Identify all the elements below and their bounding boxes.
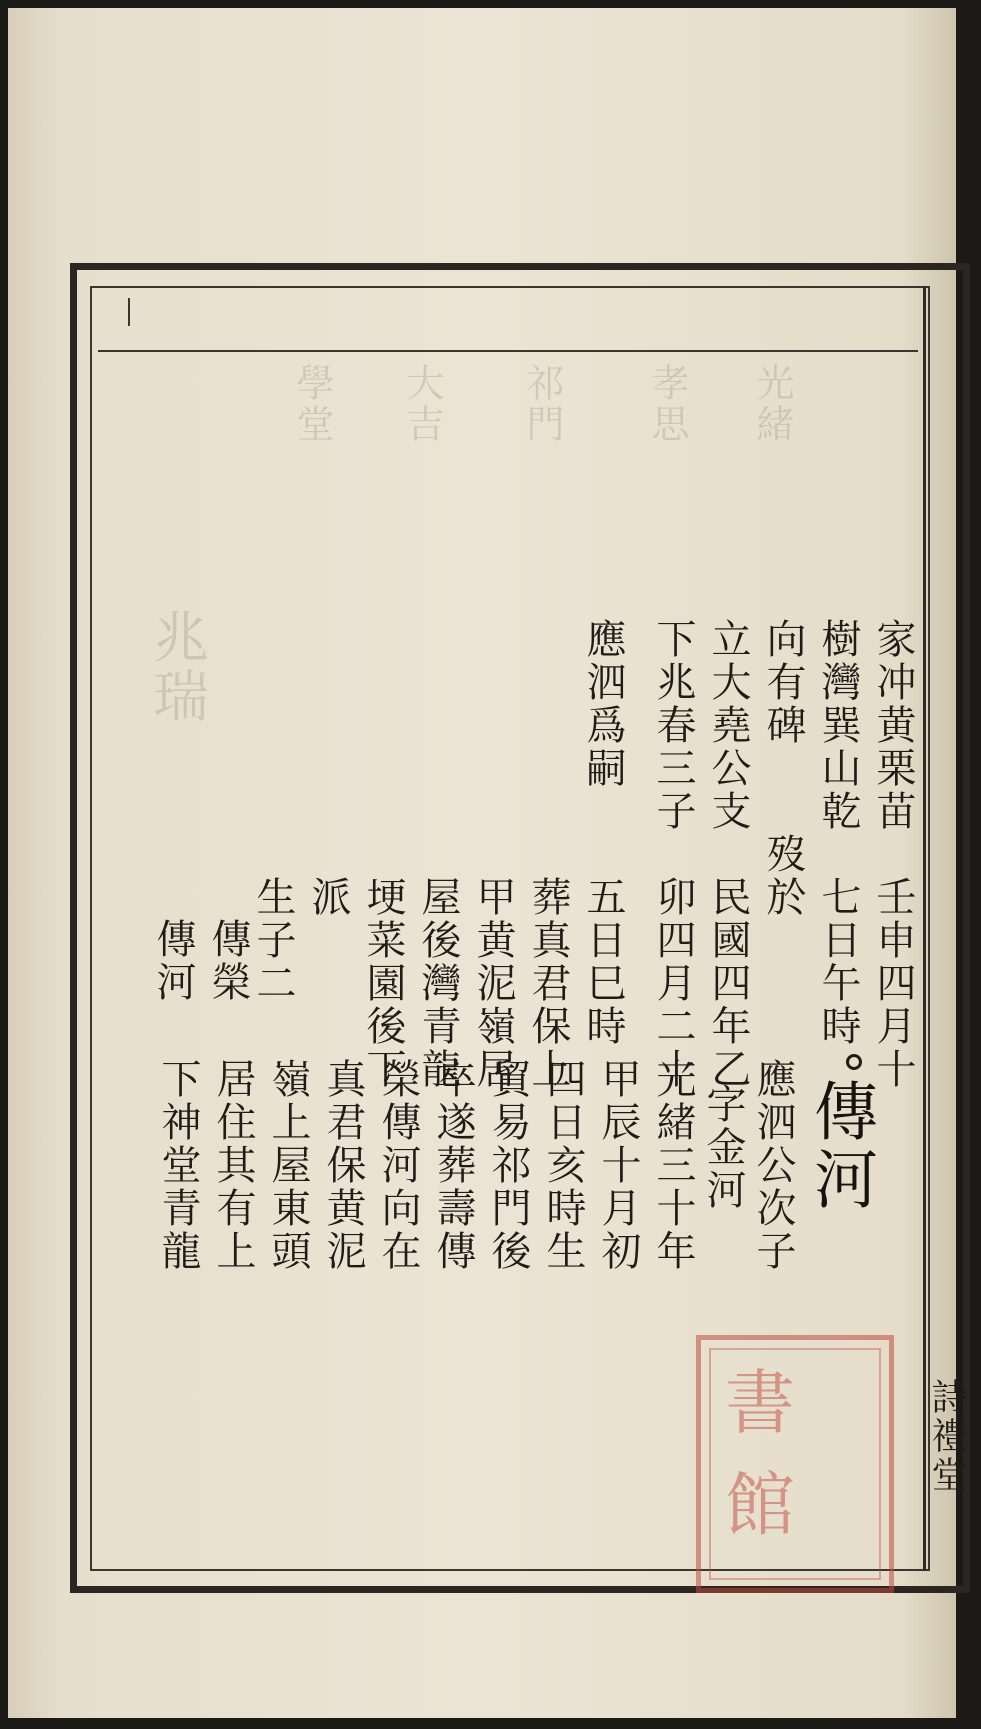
lower-text-column: 嶺上屋東頭 bbox=[265, 1058, 311, 1273]
text-column: 派 bbox=[305, 618, 351, 919]
text-column: 下兆春三子 卯四月二十 bbox=[650, 618, 696, 1091]
text-column: 埂菜園後下 bbox=[360, 618, 406, 1091]
lower-text-column: 應泗公次子 bbox=[750, 1058, 796, 1273]
lower-text-column: 光緒三十年 bbox=[650, 1058, 696, 1273]
text-column: 向有碑 歿於 bbox=[760, 618, 806, 919]
header-tick bbox=[128, 298, 130, 326]
lower-text-column: 下神堂青龍 bbox=[155, 1058, 201, 1273]
text-column: 立大堯公支 民國四年乙 bbox=[705, 618, 751, 1091]
lower-text-column: 榮傳河向在 bbox=[375, 1058, 421, 1273]
seal-glyph: 書 bbox=[725, 1362, 795, 1444]
bleed-column: 大吉 bbox=[400, 363, 444, 445]
text-column: 應泗爲嗣 五日巳時 bbox=[580, 618, 626, 1048]
lower-text-column: 貿易祁門後 bbox=[485, 1058, 531, 1273]
bleed-column: 孝思 bbox=[645, 363, 689, 445]
bleed-column: 學堂 bbox=[290, 363, 334, 445]
lower-text-column: 甲辰十月初 bbox=[595, 1058, 641, 1273]
entry-name: 傳河 bbox=[803, 1078, 877, 1214]
bleed-column: 光緒 bbox=[750, 363, 794, 445]
bleed-column: 兆瑞 bbox=[144, 608, 209, 726]
lower-text-column: 四日亥時生 bbox=[540, 1058, 586, 1273]
header-rule bbox=[98, 350, 918, 352]
text-column: 葬真君保上 bbox=[525, 618, 571, 1091]
text-column: 屋後灣青龍 bbox=[415, 618, 461, 1091]
lower-text-column: 字金河 bbox=[700, 1083, 746, 1212]
son-name: 傳榮 bbox=[205, 918, 251, 1004]
book-page bbox=[8, 8, 967, 1718]
bleed-column: 祁門 bbox=[520, 363, 564, 445]
library-seal-stamp bbox=[696, 1335, 894, 1593]
seal-glyph: 館 bbox=[725, 1464, 795, 1546]
hall-name: 詩禮堂 bbox=[926, 1378, 967, 1495]
text-column: 生子二 bbox=[250, 618, 296, 1005]
lower-text-column: 真君保黄泥 bbox=[320, 1058, 366, 1273]
lower-text-column: 居住其有上 bbox=[210, 1058, 256, 1273]
name-marker-circle bbox=[846, 1054, 862, 1070]
text-column: 甲黄泥嶺居 bbox=[470, 618, 516, 1091]
son-name: 傳河 bbox=[150, 918, 196, 1004]
text-column: 家冲黄栗苗 壬申四月十 bbox=[870, 618, 916, 1091]
text-column: 樹灣巽山乾 七日午時 bbox=[815, 618, 861, 1048]
lower-text-column: 卒遂葬壽傳 bbox=[430, 1058, 476, 1273]
